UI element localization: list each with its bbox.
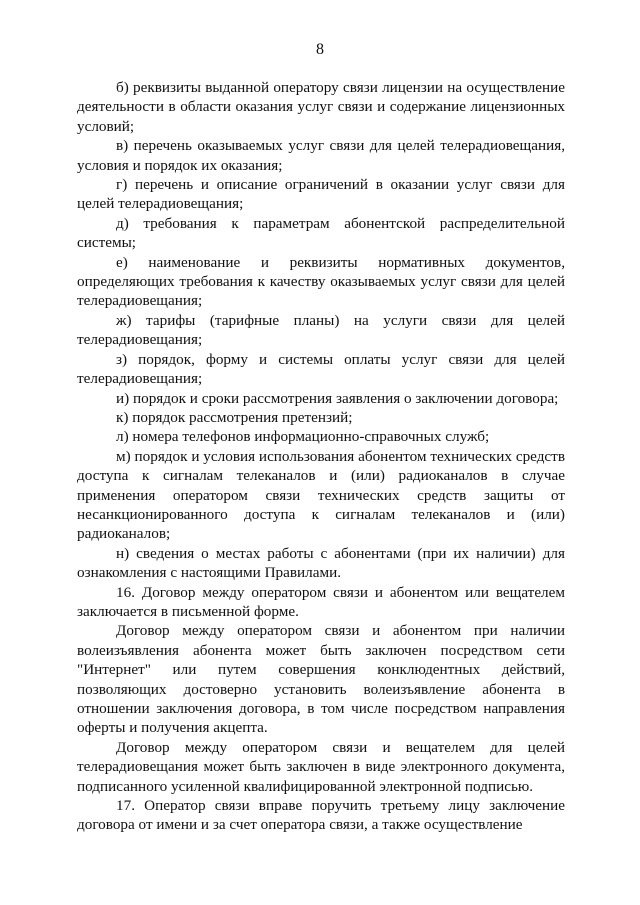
paragraph-clause-16: 16. Договор между оператором связи и абонентом или вещателем заключается в письменной форме.	[77, 583, 565, 620]
paragraph-clause-16-electronic: Договор между оператором связи и вещателем для целей телерадиовещания может быть заключен в виде электронного документа, подписанного усиленной квалифицированной электронной подписью.	[77, 738, 565, 795]
paragraph-item-n: н) сведения о местах работы с абонентами (при их наличии) для ознакомления с настоящими Правилами.	[77, 544, 565, 582]
paragraph-item-l: л) номера телефонов информационно-справочных служб;	[116, 428, 490, 446]
paragraph-clause-17: 17. Оператор связи вправе поручить третьему лицу заключение договора от имени и за счет оператора связи, а также осуществление	[77, 797, 565, 834]
paragraph-item-b: б) реквизиты выданной оператору связи лицензии на осуществление деятельности в области оказания услуг связи и содержание лицензионных условий;	[77, 79, 565, 135]
paragraph-item-z: з) порядок, форму и системы оплаты услуг связи для целей телерадиовещания;	[77, 350, 565, 388]
paragraph-item-m: м) порядок и условия использования абонентом технических средств доступа к сигналам телеканалов и (или) радиоканалов в случае применения оператором связи технических средств защиты от несанкционированного доступа к сигналам телеканалов и (или) радиоканалов;	[77, 447, 565, 543]
paragraph-item-d: д) требования к параметрам абонентской распределительной системы;	[77, 214, 565, 252]
document-body	[77, 78, 565, 835]
paragraph-item-v: в) перечень оказываемых услуг связи для целей телерадиовещания, условия и порядок их оказания;	[77, 137, 565, 174]
paragraph-clause-16-internet: Договор между оператором связи и абонентом при наличии волеизъявления абонента может быть заключен посредством сети "Интернет" или путем совершения конклюдентных действий, позволяющих достоверно установить волеизъявление абонента в отношении заключения договора, в том числе посредством направления оферты и получения акцепта.	[77, 622, 565, 737]
paragraph-item-k: к) порядок рассмотрения претензий;	[116, 408, 353, 426]
paragraph-item-e: е) наименование и реквизиты нормативных документов, определяющих требования к качеству оказываемых услуг связи для целей телерадиовещания;	[77, 253, 565, 310]
page-number: 8	[316, 41, 324, 58]
paragraph-item-i: и) порядок и сроки рассмотрения заявления о заключении договора;	[116, 389, 559, 407]
paragraph-item-g: г) перечень и описание ограничений в оказании услуг связи для целей телерадиовещания;	[77, 176, 565, 213]
paragraph-item-zh: ж) тарифы (тарифные планы) на услуги связи для целей телерадиовещания;	[77, 311, 565, 349]
